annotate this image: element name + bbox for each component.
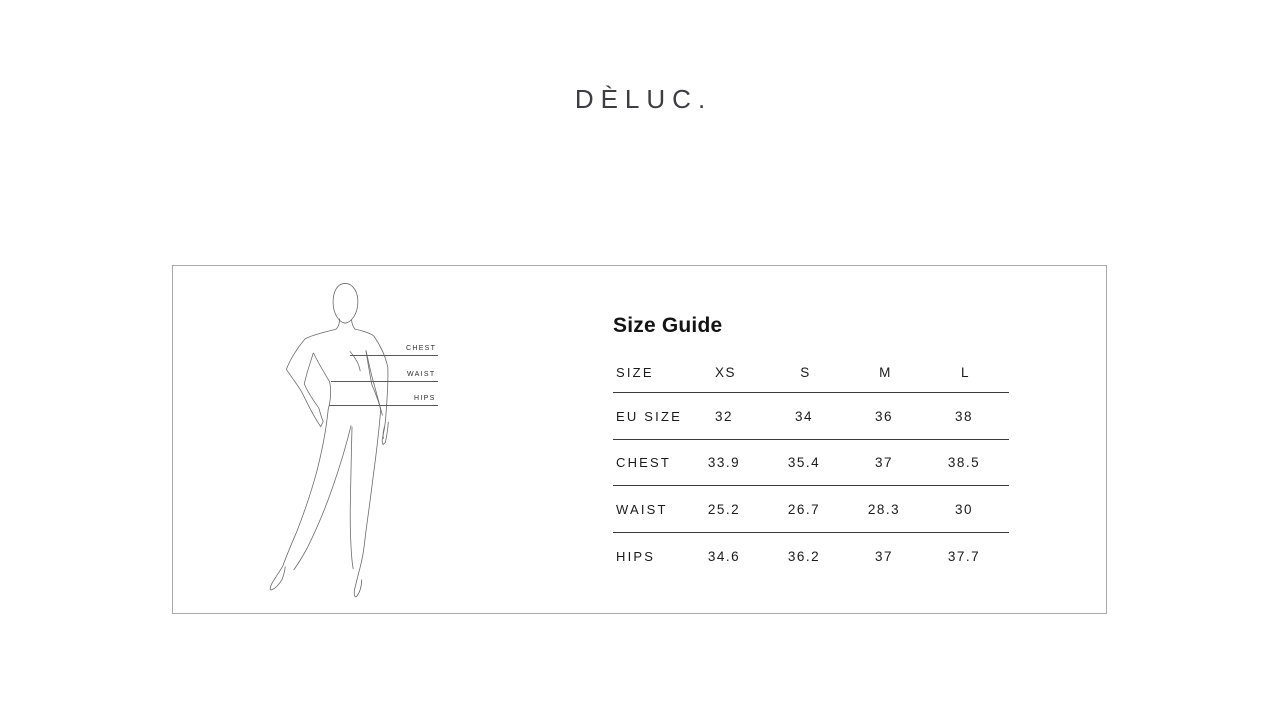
column-header-m: M (879, 365, 892, 380)
measurement-figure-area (173, 266, 613, 613)
chest-xs: 33.9 (707, 455, 741, 470)
chest-s: 35.4 (787, 455, 821, 470)
size-guide-title: Size Guide (613, 314, 723, 337)
chest-l: 38.5 (947, 455, 981, 470)
waist-s: 26.7 (787, 501, 821, 517)
hips-l: 37.7 (947, 548, 981, 564)
table-row-chest (613, 440, 1009, 486)
hips-measurement-line (329, 405, 438, 406)
waist-l: 30 (954, 501, 974, 517)
chest-m: 37 (874, 455, 894, 470)
row-label-chest: CHEST (616, 455, 672, 470)
waist-m: 28.3 (867, 501, 901, 517)
row-label-waist: WAIST (616, 501, 668, 517)
size-table (613, 353, 1009, 579)
eu-size-l: 38 (954, 408, 974, 424)
eu-size-m: 36 (874, 408, 894, 424)
hips-m: 37 (874, 548, 894, 564)
hips-s: 36.2 (787, 548, 821, 564)
column-header-s: S (800, 365, 811, 380)
waist-xs: 25.2 (707, 501, 741, 517)
hips-xs: 34.6 (707, 548, 741, 564)
chest-measurement-line (350, 355, 438, 356)
waist-measurement-label: WAIST (407, 371, 436, 378)
fashion-croquis-sketch (256, 270, 456, 613)
row-label-eu-size: EU SIZE (616, 408, 682, 424)
hips-measurement-label: HIPS (414, 395, 436, 402)
size-guide-panel (172, 265, 1107, 614)
size-table-header-row (613, 353, 1009, 393)
chest-measurement-label: CHEST (406, 345, 437, 352)
table-row-eu-size (613, 393, 1009, 440)
table-row-hips (613, 533, 1009, 579)
waist-measurement-line (331, 381, 438, 382)
column-header-l: L (960, 365, 970, 380)
column-header-xs: XS (714, 365, 736, 380)
eu-size-s: 34 (794, 408, 814, 424)
table-row-waist (613, 486, 1009, 533)
column-header-size: SIZE (616, 365, 654, 380)
eu-size-xs: 32 (714, 408, 734, 424)
row-label-hips: HIPS (616, 548, 656, 564)
size-guide-section (613, 314, 1009, 579)
brand-logo: DÈLUC. (574, 84, 713, 114)
